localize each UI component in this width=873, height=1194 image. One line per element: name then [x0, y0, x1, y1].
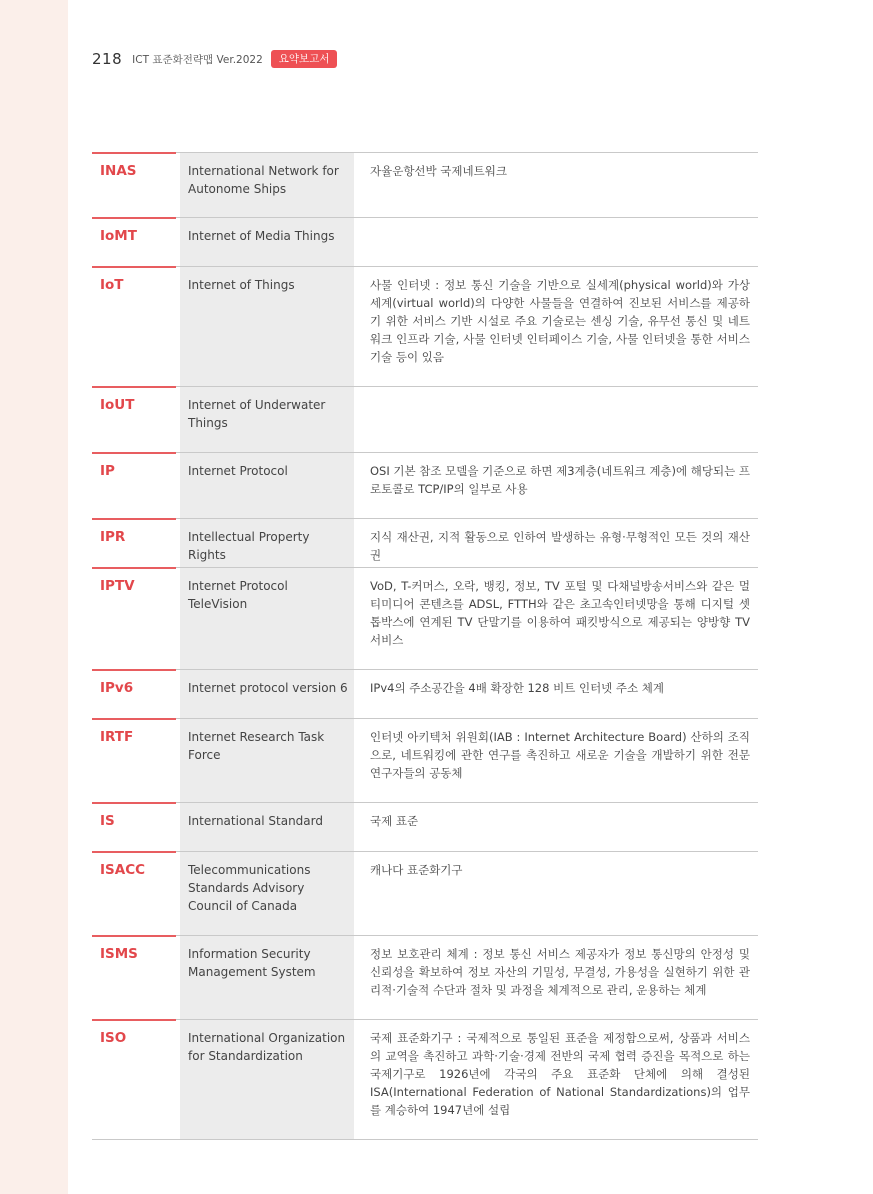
side-band [0, 0, 68, 1194]
glossary-row [92, 718, 758, 802]
abbreviation-rule [92, 851, 176, 853]
page-header [92, 50, 337, 68]
glossary-row [92, 386, 758, 452]
full-term: Internet protocol version 6 [180, 670, 354, 718]
abbreviation-rule [92, 802, 176, 804]
full-term: Internet Research Task Force [180, 719, 354, 802]
description: 자율운항선박 국제네트워크 [370, 164, 507, 178]
full-term: Internet Protocol TeleVision [180, 568, 354, 669]
glossary-row [92, 452, 758, 518]
abbreviation: INAS [92, 153, 176, 217]
glossary-row [92, 217, 758, 266]
abbreviation: IoUT [92, 387, 176, 452]
glossary-row [92, 266, 758, 386]
glossary-row [92, 518, 758, 567]
glossary-row [92, 802, 758, 851]
abbreviation-rule [92, 452, 176, 454]
glossary-row [92, 152, 758, 217]
abbreviation-rule [92, 266, 176, 268]
abbreviation: IPv6 [92, 670, 176, 718]
description: 정보 보호관리 체계 : 정보 통신 서비스 제공자가 정보 통신망의 안정성 및 신뢰성을 확보하여 정보 자산의 기밀성, 무결성, 가용성을 실현하기 위한 관리적·기술적 수단과 절차 및 과정을 체계적으로 관리, 운용하는 체계 [370, 947, 750, 997]
abbreviation: ISO [92, 1020, 176, 1139]
abbreviation-rule [92, 386, 176, 388]
abbreviation-rule [92, 217, 176, 219]
description: 국제 표준화기구 : 국제적으로 통일된 표준을 제정함으로써, 상품과 서비스의 교역을 촉진하고 과학·기술·경제 전반의 국제 협력 증진을 목적으로 하는 국제기구로 1926년에 각국의 주요 표준화 단체에 의해 결성된 ISA(International Federation of National Standardizations)의 업무를 계승하여 1947년에 설립 [370, 1031, 750, 1117]
glossary-row [92, 935, 758, 1019]
glossary-row [92, 567, 758, 669]
abbreviation-rule [92, 152, 176, 154]
glossary-table [92, 152, 758, 1140]
description: 인터넷 아키텍처 위원회(IAB : Internet Architecture Board) 산하의 조직으로, 네트워킹에 관한 연구를 촉진하고 새로운 기술을 개발하기 위한 전문 연구자들의 공동체 [370, 730, 750, 780]
description: OSI 기본 참조 모델을 기준으로 하면 제3계층(네트워크 계층)에 해당되는 프로토콜로 TCP/IP의 일부로 사용 [370, 464, 750, 496]
abbreviation-rule [92, 518, 176, 520]
description [354, 218, 758, 266]
glossary-row [92, 1019, 758, 1140]
abbreviation: IRTF [92, 719, 176, 802]
description: IPv4의 주소공간을 4배 확장한 128 비트 인터넷 주소 체계 [370, 681, 665, 695]
description: 캐나다 표준화기구 [370, 863, 463, 877]
full-term: Information Security Management System [180, 936, 354, 1019]
full-term: International Organization for Standardization [180, 1020, 354, 1139]
full-term: International Standard [180, 803, 354, 851]
abbreviation: IPR [92, 519, 176, 567]
description: 지식 재산권, 지적 활동으로 인하여 발생하는 유형·무형적인 모든 것의 재산권 [370, 530, 750, 562]
abbreviation-rule [92, 718, 176, 720]
abbreviation: IoMT [92, 218, 176, 266]
abbreviation-rule [92, 1019, 176, 1021]
full-term: International Network for Autonome Ships [180, 153, 354, 217]
full-term: Telecommunications Standards Advisory Council of Canada [180, 852, 354, 935]
abbreviation: IPTV [92, 568, 176, 669]
full-term: Internet of Things [180, 267, 354, 386]
abbreviation: ISMS [92, 936, 176, 1019]
page-number: 218 [92, 50, 123, 68]
abbreviation: IP [92, 453, 176, 518]
abbreviation: IoT [92, 267, 176, 386]
document-title: ICT 표준화전략맵 Ver.2022 [132, 53, 263, 66]
abbreviation: IS [92, 803, 176, 851]
summary-report-badge: 요약보고서 [271, 50, 338, 68]
description: 국제 표준 [370, 814, 419, 828]
abbreviation-rule [92, 935, 176, 937]
full-term: Intellectual Property Rights [180, 519, 354, 567]
abbreviation-rule [92, 669, 176, 671]
full-term: Internet Protocol [180, 453, 354, 518]
glossary-row [92, 851, 758, 935]
description [354, 387, 758, 452]
abbreviation-rule [92, 567, 176, 569]
full-term: Internet of Media Things [180, 218, 354, 266]
abbreviation: ISACC [92, 852, 176, 935]
description: VoD, T-커머스, 오락, 뱅킹, 정보, TV 포털 및 다채널방송서비스와 같은 멀티미디어 콘텐츠를 ADSL, FTTH와 같은 초고속인터넷망을 통해 디지털 셋톱박스에 연계된 TV 단말기를 이용하여 패킷방식으로 제공되는 양방향 TV 서비스 [370, 579, 750, 647]
glossary-row [92, 669, 758, 718]
full-term: Internet of Underwater Things [180, 387, 354, 452]
description: 사물 인터넷 : 정보 통신 기술을 기반으로 실세계(physical world)와 가상 세계(virtual world)의 다양한 사물들을 연결하여 진보된 서비스를 제공하기 위한 서비스 기반 시설로 주요 기술로는 센싱 기술, 유무선 통신 및 네트워크 인프라 기술, 사물 인터넷 인터페이스 기술, 사물 인터넷을 통한 서비스 기술 등이 있음 [370, 278, 750, 364]
